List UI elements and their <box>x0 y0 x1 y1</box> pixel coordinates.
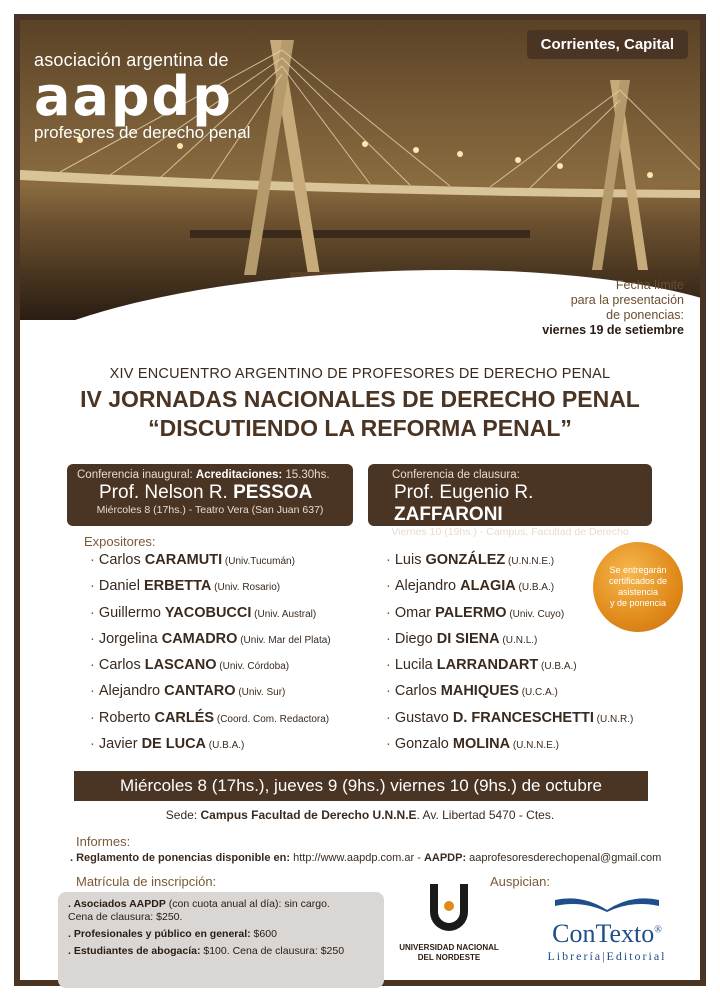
list-item: . Asociados AAPDP (con cuota anual al día): sin cargo. Cena de clausura: $250. <box>68 898 330 923</box>
logo-top-text: asociación argentina de <box>34 50 229 70</box>
unne-name: UNIVERSIDAD NACIONAL DEL NORDESTE <box>399 943 499 962</box>
accred-label: Acreditaciones: <box>195 469 283 481</box>
list-item: · Omar PALERMO (Univ. Cuyo) <box>386 604 565 621</box>
contexto-logo <box>522 890 692 964</box>
list-item: . Estudiantes de abogacía: $100. Cena de clausura: $250 <box>68 945 345 957</box>
list-item: · Carlos MAHIQUES (U.C.A.) <box>386 683 558 700</box>
deadline-line1: Fecha límite <box>615 278 684 292</box>
reglamento-label: . Reglamento de ponencias disponible en: <box>70 852 294 864</box>
list-item: · Carlos LASCANO (Univ. Córdoba) <box>90 657 290 674</box>
speaker-first: Prof. Eugenio R. <box>394 482 534 503</box>
list-item: · Alejandro ALAGIA (U.B.A.) <box>386 578 555 595</box>
conf-inaugural-label <box>77 469 343 481</box>
aapdp-email-label: AAPDP: <box>423 852 467 864</box>
conf-clausura-meta: Viernes 10 (19hs.) - Campus, Facultad de Derecho <box>391 526 629 538</box>
title-encuentro: XIV ENCUENTRO ARGENTINO DE PROFESORES DE DERECHO PENAL <box>109 366 611 382</box>
cert-line2: certificados de <box>608 576 668 586</box>
reglamento-url[interactable]: http://www.aapdp.com.ar <box>293 852 415 864</box>
list-item: · Luis GONZÁLEZ (U.N.N.E.) <box>386 552 555 568</box>
speaker-last: ZAFFARONI <box>394 504 503 525</box>
expositores-label: Expositores: <box>84 534 156 549</box>
contexto-sub: Librería|Editorial <box>547 949 667 963</box>
expositores-left-column <box>90 552 331 762</box>
list-item: · Daniel ERBETTA (Univ. Rosario) <box>90 578 281 595</box>
event-dates: Miércoles 8 (17hs.), jueves 9 (9hs.) viernes 10 (9hs.) de octubre <box>74 771 648 801</box>
list-item: · Alejandro CANTARO (Univ. Sur) <box>90 683 286 700</box>
conference-inaugural <box>67 464 353 526</box>
list-item: · Gonzalo MOLINA (U.N.N.E.) <box>386 736 559 753</box>
informes-line: . Reglamento de ponencias disponible en: http://www.aapdp.com.ar - AAPDP: aaprofesoresderechopenal@gmail.com <box>70 852 662 864</box>
informes-label: Informes: <box>76 834 131 849</box>
event-titles <box>20 366 700 442</box>
list-item: · Lucila LARRANDART (U.B.A.) <box>386 657 577 674</box>
list-item: · Diego DI SIENA (U.N.L.) <box>386 630 538 647</box>
certificados-badge <box>593 542 683 632</box>
auspician-label: Auspician: <box>490 874 550 889</box>
conf-inaugural-label-text: Conferencia inaugural: <box>77 469 196 481</box>
list-item: · Jorgelina CAMADRO (Univ. Mar del Plata) <box>90 630 331 647</box>
deadline-line2: para la presentación <box>570 293 684 307</box>
conf-clausura-label: Conferencia de clausura: <box>392 469 520 481</box>
deadline-note <box>542 278 684 338</box>
list-item: · Gustavo D. FRANCESCHETTI (U.N.R.) <box>386 709 634 726</box>
venue-place: Campus Facultad de Derecho U.N.N.E <box>200 808 417 822</box>
cert-line3: asistencia <box>617 587 659 597</box>
aapdp-logo <box>34 50 274 143</box>
deadline-line3: de ponencias: <box>606 308 684 322</box>
location-badge: Corrientes, Capital <box>527 30 688 59</box>
logo-bottom-text: profesores de derecho penal <box>34 123 251 142</box>
conf-inaugural-meta: Miércoles 8 (17hs.) - Teatro Vera (San Juan 637) <box>96 504 324 516</box>
cert-line4: y de ponencia <box>609 598 667 608</box>
conference-clausura <box>368 464 652 538</box>
list-item: · Javier DE LUCA (U.B.A.) <box>90 736 245 753</box>
venue-label: Sede: <box>165 808 201 822</box>
accred-time: 15.30hs. <box>282 469 330 481</box>
venue-address: . Av. Libertad 5470 - Ctes. <box>416 808 555 822</box>
matricula-label: Matrícula de inscripción: <box>76 874 217 889</box>
matricula-box <box>58 892 384 988</box>
unne-emblem-icon <box>426 882 472 934</box>
list-item: . Profesionales y público en general: $600 <box>68 928 277 940</box>
conf-clausura-speaker <box>378 482 642 526</box>
cert-line1: Se entregarán <box>609 565 667 575</box>
conf-inaugural-speaker <box>77 482 343 504</box>
speaker-first: Prof. Nelson R. <box>99 482 234 503</box>
aapdp-email[interactable]: aaprofesoresderechopenal@gmail.com <box>466 852 662 864</box>
open-book-icon <box>547 890 667 912</box>
deadline-date: viernes 19 de setiembre <box>542 323 684 337</box>
title-reforma: “DISCUTIENDO LA REFORMA PENAL” <box>148 415 572 441</box>
speaker-last: PESSOA <box>233 482 313 503</box>
list-item: · Carlos CARAMUTI (Univ.Tucumán) <box>90 552 295 568</box>
logo-main-text: aapdp <box>34 65 233 128</box>
list-item: · Guillermo YACOBUCCI (Univ. Austral) <box>90 604 317 621</box>
contexto-word: ConTexto® <box>552 919 662 948</box>
poster-frame <box>14 14 706 986</box>
list-item: · Roberto CARLÉS (Coord. Com. Redactora) <box>90 709 330 726</box>
title-jornadas: IV JORNADAS NACIONALES DE DERECHO PENAL <box>80 386 640 412</box>
unne-logo <box>394 882 504 963</box>
venue <box>20 808 700 822</box>
